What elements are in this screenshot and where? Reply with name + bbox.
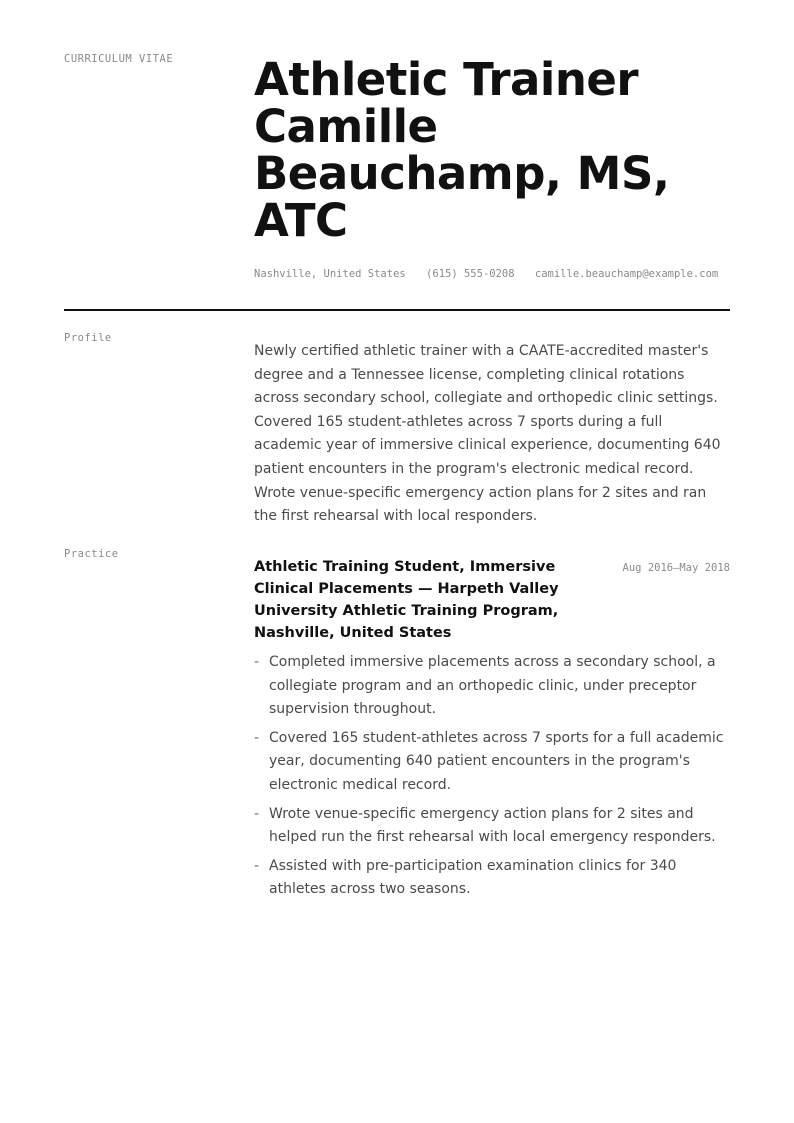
- contact-info: [254, 268, 734, 280]
- job-entry-bullets: [254, 651, 732, 907]
- list-item: [254, 727, 732, 798]
- bullet-text: Wrote venue-specific emergency action plans for 2 sites and helped run the first rehearsal with local emergency responders.: [269, 805, 716, 846]
- section-label-practice: Practice: [64, 548, 119, 560]
- name-header: [254, 53, 730, 247]
- list-item: [254, 651, 732, 722]
- job-title: Athletic Trainer: [254, 53, 639, 106]
- bullet-dash-icon: -: [254, 857, 260, 874]
- contact-phone: (615) 555-0208: [426, 268, 515, 280]
- contact-location: Nashville, United States: [254, 268, 406, 280]
- job-entry-heading: Athletic Training Student, Immersive Clinical Placements — Harpeth Valley University Athletic Training Program, Nashville, United States: [254, 559, 559, 641]
- person-name-line-1: Camille: [254, 100, 438, 153]
- bullet-text: Assisted with pre-participation examination clinics for 340 athletes across two seasons.: [269, 857, 677, 898]
- list-item: [254, 855, 732, 902]
- person-name-line-3: ATC: [254, 194, 348, 247]
- profile-summary: Newly certified athletic trainer with a CAATE-accredited master's degree and a Tennessee license, completing clinical rotations across secondary school, collegiate and orthopedic clinic settings. Covered 165 student-athletes across 7 sports during a full academic year of immersive clinical experience, documenting 640 patient encounters in the program's electronic medical record. Wrote venue-specific emergency action plans for 2 sites and ran the first rehearsal with local responders.: [254, 343, 721, 525]
- bullet-dash-icon: -: [254, 729, 260, 746]
- bullet-dash-icon: -: [254, 654, 260, 670]
- document-type-label: CURRICULUM VITAE: [64, 53, 174, 65]
- job-entry-header: [254, 556, 730, 644]
- contact-email: camille.beauchamp@example.com: [534, 268, 719, 280]
- bullet-text: Completed immersive placements across a secondary school, a collegiate program and an orthopedic clinic, under preceptor supervision throughout.: [269, 654, 716, 718]
- list-item: [254, 803, 732, 850]
- bullet-text: Covered 165 student-athletes across 7 sports for a full academic year, documenting 640 patient encounters in the program's electronic medical record.: [269, 729, 724, 793]
- person-name-line-2: Beauchamp, MS,: [254, 147, 670, 200]
- bullet-dash-icon: -: [254, 805, 260, 822]
- section-label-profile: Profile: [64, 332, 112, 344]
- header-divider: [64, 309, 730, 311]
- job-entry-dates: Aug 2016–May 2018: [622, 562, 730, 574]
